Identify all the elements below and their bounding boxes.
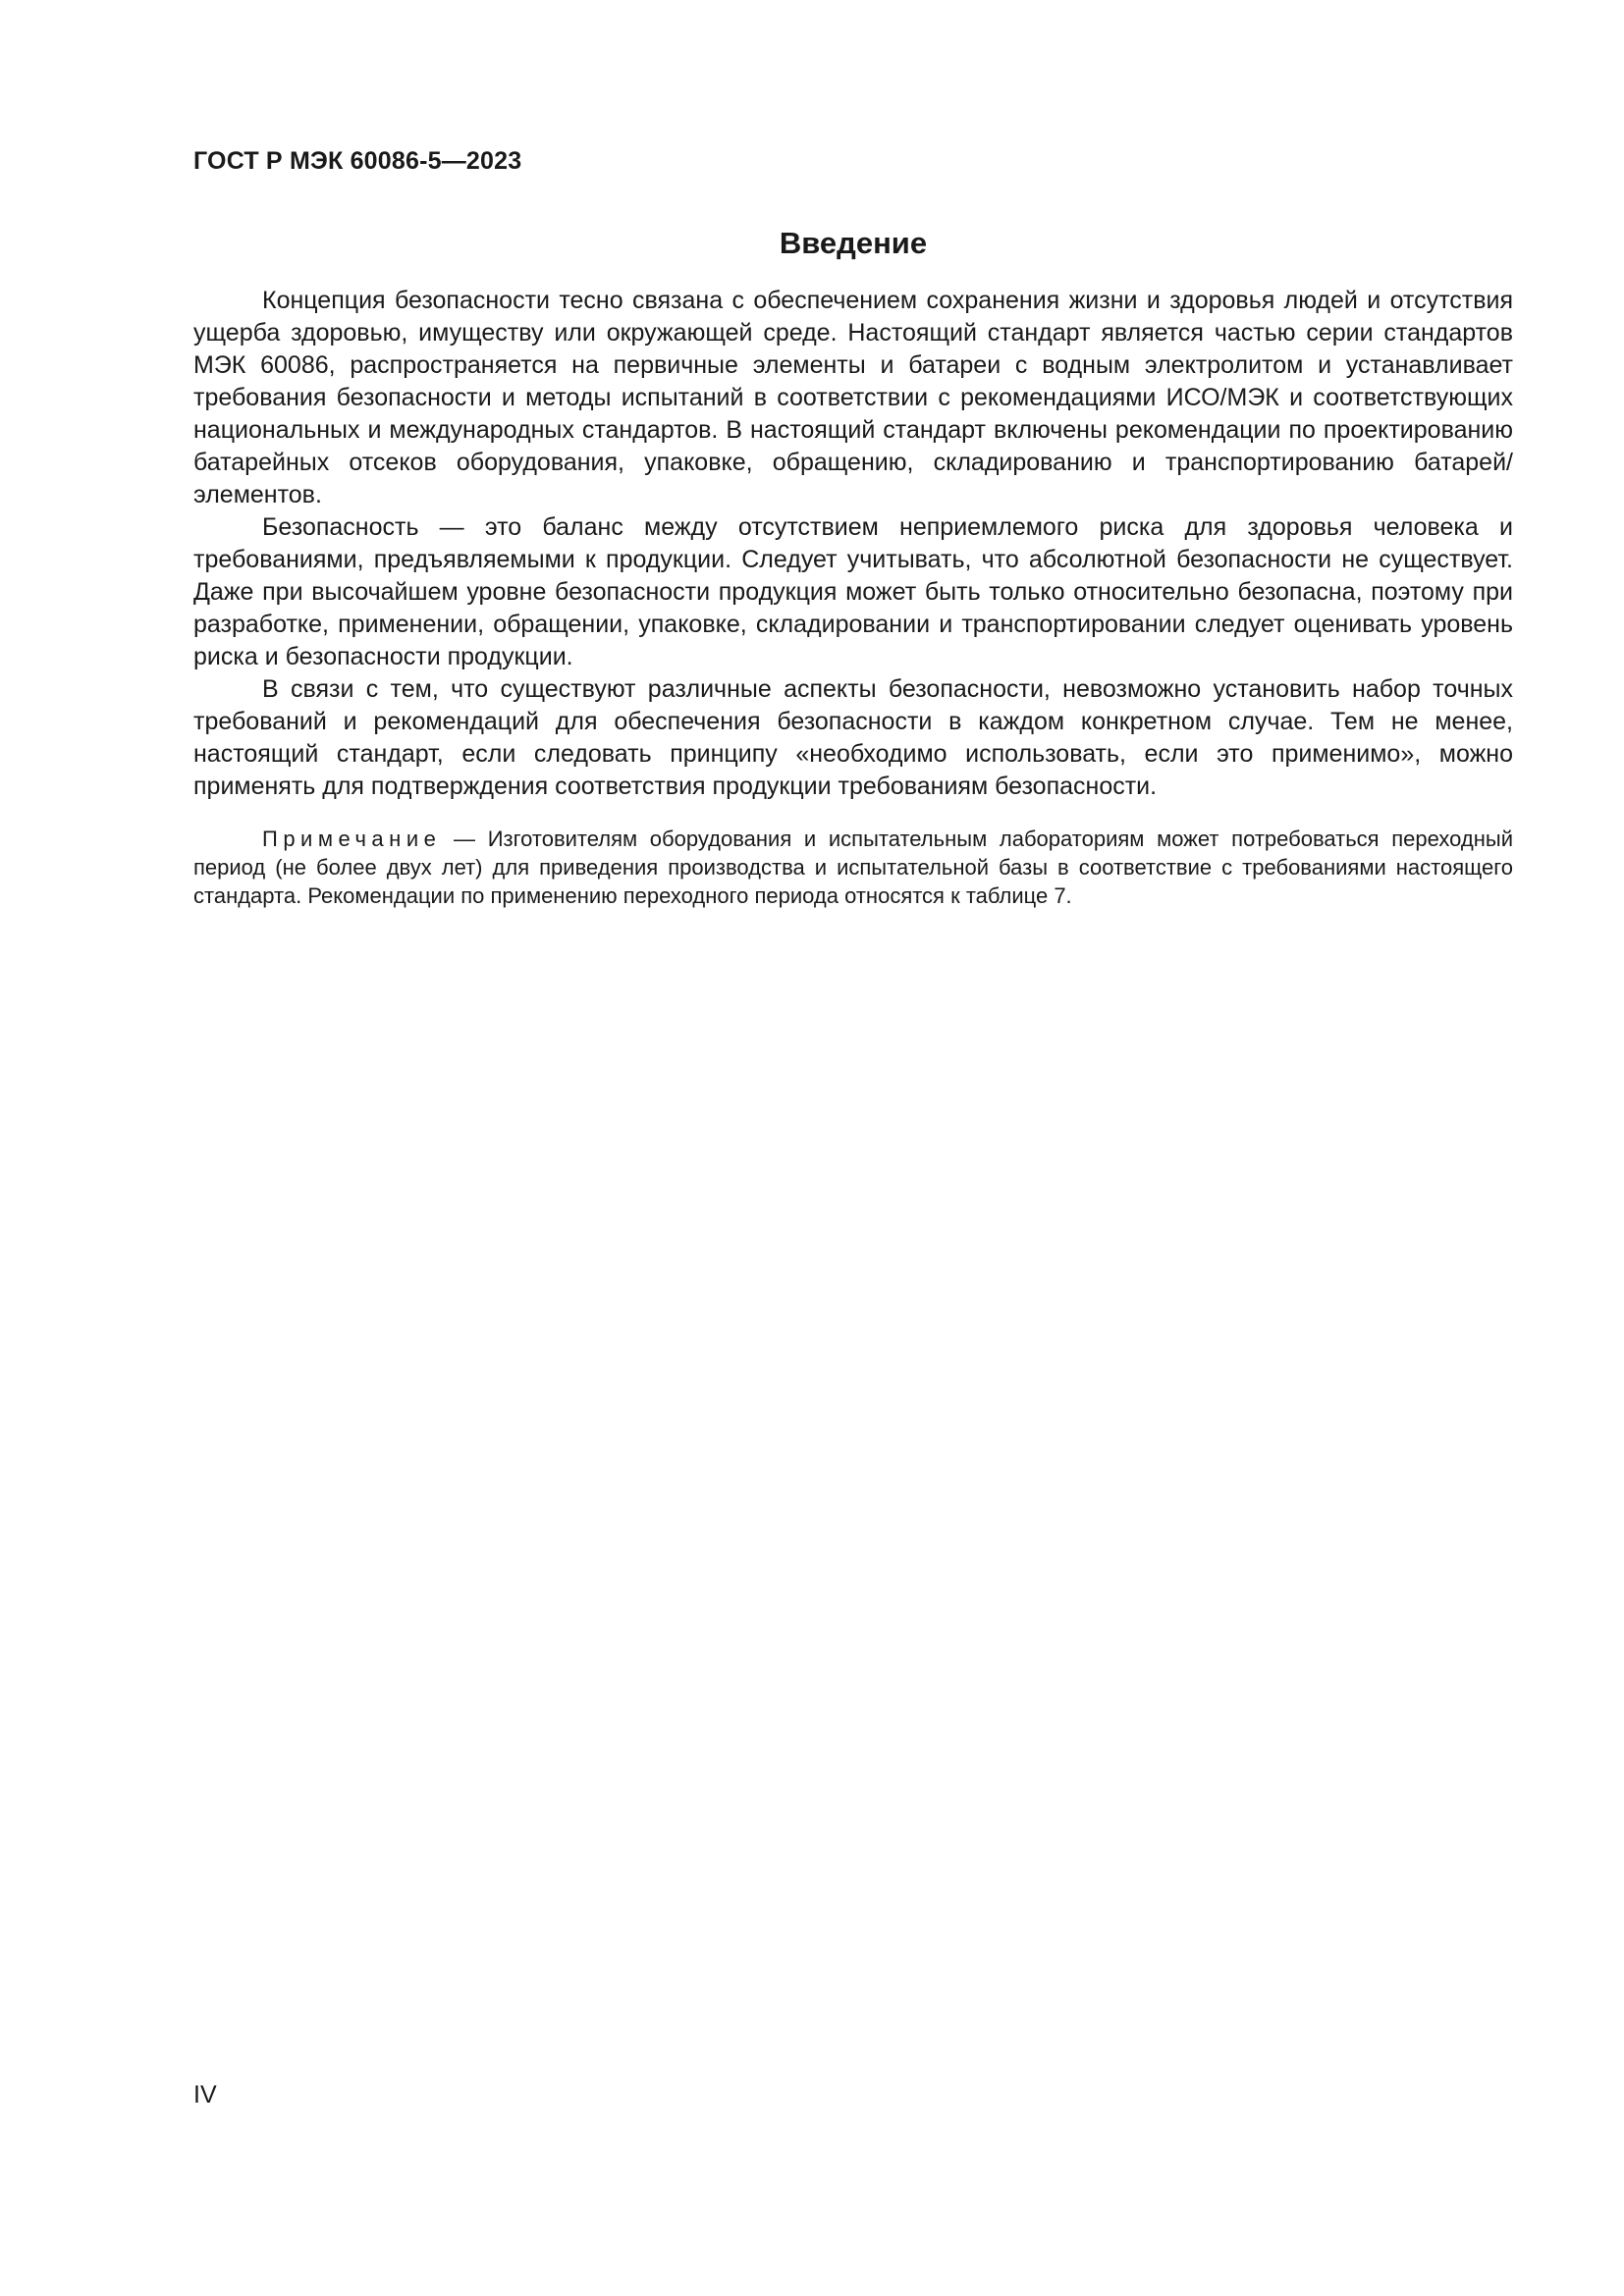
paragraph-3: В связи с тем, что существуют различные аспекты безопасности, невозможно установить набор точных требований и рекомендаций для обеспечения безопасности в каждом конкретном случае. Тем не менее, настоящий стандарт, если следовать принципу «необходимо использовать, если это применимо», можно применять для подтверждения соответствия продукции требованиям безопасности. xyxy=(193,675,1513,800)
paragraph-1: Концепция безопасности тесно связана с обеспечением сохранения жизни и здоровья людей и отсутствия ущерба здоровью, имуществу или окружающей среде. Настоящий стандарт является частью серии стандартов МЭК 60086, распространяется на первичные элементы и батареи с водным электролитом и устанавливает требования безопасности и методы испытаний в соответствии с рекомендациями ИСО/МЭК и соответствующих национальных и международных стандартов. В настоящий стандарт включены рекомендации по проектированию батарейных отсеков оборудования, упаковке, обращению, складированию и транспортированию батарей/элементов. xyxy=(193,287,1513,508)
introduction-body xyxy=(193,285,1513,803)
document-code-header: ГОСТ Р МЭК 60086-5—2023 xyxy=(193,147,522,175)
note-label: Примечание xyxy=(262,827,442,851)
section-title: Введение xyxy=(779,226,928,260)
note-text: — Изготовителям оборудования и испытательным лабораториям может потребоваться переходный период (не более двух лет) для приведения производства и испытательной базы в соответствие с требованиями настоящего стандарта. Рекомендации по применению переходного периода относятся к таблице 7. xyxy=(193,827,1513,908)
page-number: IV xyxy=(193,2081,217,2109)
paragraph-2: Безопасность — это баланс между отсутствием неприемлемого риска для здоровья человека и требованиями, предъявляемыми к продукции. Следует учитывать, что абсолютной безопасности не существует. Даже при высочайшем уровне безопасности продукция может быть только относительно безопасна, поэтому при разработке, применении, обращении, упаковке, складировании и транспортировании следует оценивать уровень риска и безопасности продукции. xyxy=(193,513,1513,670)
note-block xyxy=(193,825,1513,910)
